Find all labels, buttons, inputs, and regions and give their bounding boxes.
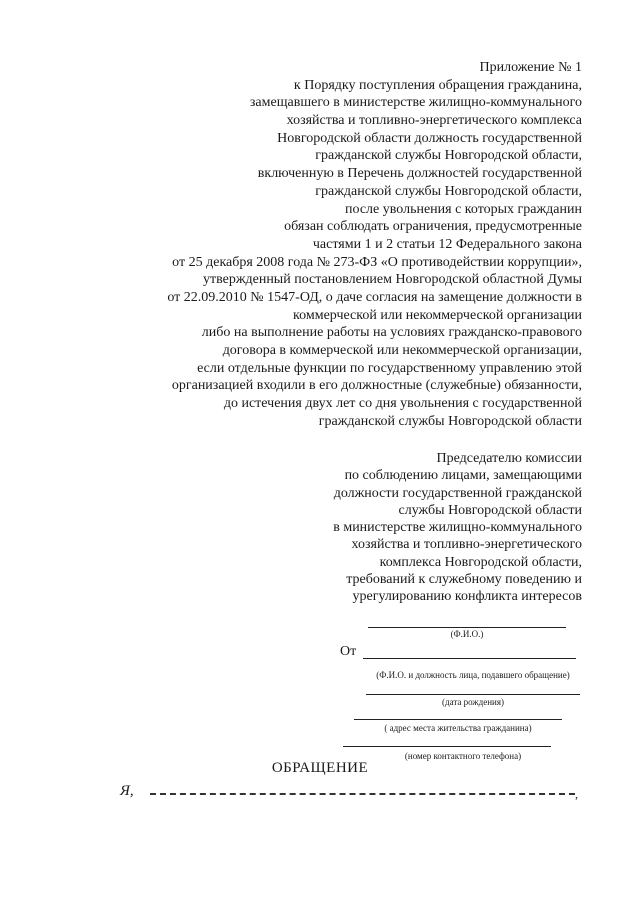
addressee-line: урегулированию конфликта интересов	[352, 589, 582, 605]
appendix-line: коммерческой или некоммерческой организации	[293, 307, 582, 323]
appendix-line: Новгородской области должность государственной	[277, 130, 582, 146]
addressee-block	[162, 450, 582, 606]
appendix-line: Приложение № 1	[479, 60, 582, 75]
appendix-line: к Порядку поступления обращения гражданина,	[293, 77, 582, 93]
appendix-line: от 25 декабря 2008 года № 273-ФЗ «О противодействии коррупции»,	[172, 254, 582, 270]
addressee-line: комплекса Новгородской области,	[379, 554, 582, 570]
appendix-line: либо на выполнение работы на условиях гражданско-правового	[201, 325, 582, 341]
appendix-line: гражданской службы Новгородской области	[318, 413, 582, 429]
appendix-line: до истечения двух лет со дня увольнения с государственной	[223, 396, 582, 412]
addressee-line: должности государственной гражданской	[333, 485, 582, 501]
appendix-line: частями 1 и 2 статьи 12 Федерального закона	[312, 236, 582, 252]
appendix-line: если отдельные функции по государственному управлению этой	[197, 360, 582, 376]
birth-date-caption: (дата рождения)	[442, 697, 504, 707]
appendix-line: организацией входили в его должностные (служебные) обязанности,	[171, 378, 582, 394]
appendix-line: гражданской службы Новгородской области,	[315, 148, 582, 164]
appeal-start: Я,	[120, 783, 134, 799]
appendix-line: включенную в Перечень должностей государственной	[257, 166, 582, 182]
birth-date-field-line[interactable]	[366, 694, 580, 695]
fio-field-line[interactable]	[368, 627, 566, 628]
applicant-field-line[interactable]	[363, 658, 576, 659]
appendix-line: после увольнения с которых гражданин	[345, 201, 582, 217]
addressee-line: требований к служебному поведению и	[346, 572, 582, 588]
appeal-end-mark: ,	[575, 787, 578, 801]
appendix-line: гражданской службы Новгородской области,	[315, 183, 582, 199]
appendix-line: замещавшего в министерстве жилищно-коммунального	[249, 95, 582, 111]
addressee-line: по соблюдению лицами, замещающими	[344, 468, 582, 484]
addressee-line: хозяйства и топливно-энергетического	[351, 537, 582, 553]
fio-caption: (Ф.И.О.)	[450, 629, 484, 639]
applicant-caption: (Ф.И.О. и должность лица, подавшего обращение)	[376, 670, 570, 680]
addressee-line: службы Новгородской области	[398, 502, 582, 518]
address-field-line[interactable]	[354, 719, 562, 720]
phone-caption: (номер контактного телефона)	[404, 751, 522, 761]
appendix-line: договора в коммерческой или некоммерческой организации,	[222, 343, 582, 358]
appendix-line: обязан соблюдать ограничения, предусмотренные	[284, 219, 582, 235]
address-caption: ( адрес места жительства гражданина)	[384, 723, 532, 733]
appendix-line: утвержденный постановлением Новгородской областной Думы	[202, 272, 582, 288]
appendix-header	[62, 59, 582, 430]
addressee-line: в министерстве жилищно-коммунального	[333, 520, 582, 536]
from-label: От	[340, 644, 357, 659]
appendix-line: от 22.09.2010 № 1547-ОД, о даче согласия на замещение должности в	[167, 289, 582, 305]
appeal-heading: ОБРАЩЕНИЕ	[271, 760, 369, 776]
appeal-text-field-line[interactable]	[150, 793, 575, 795]
addressee-line: Председателю комиссии	[436, 451, 582, 466]
appendix-line: хозяйства и топливно-энергетического комплекса	[286, 113, 582, 129]
phone-field-line[interactable]	[343, 746, 551, 747]
